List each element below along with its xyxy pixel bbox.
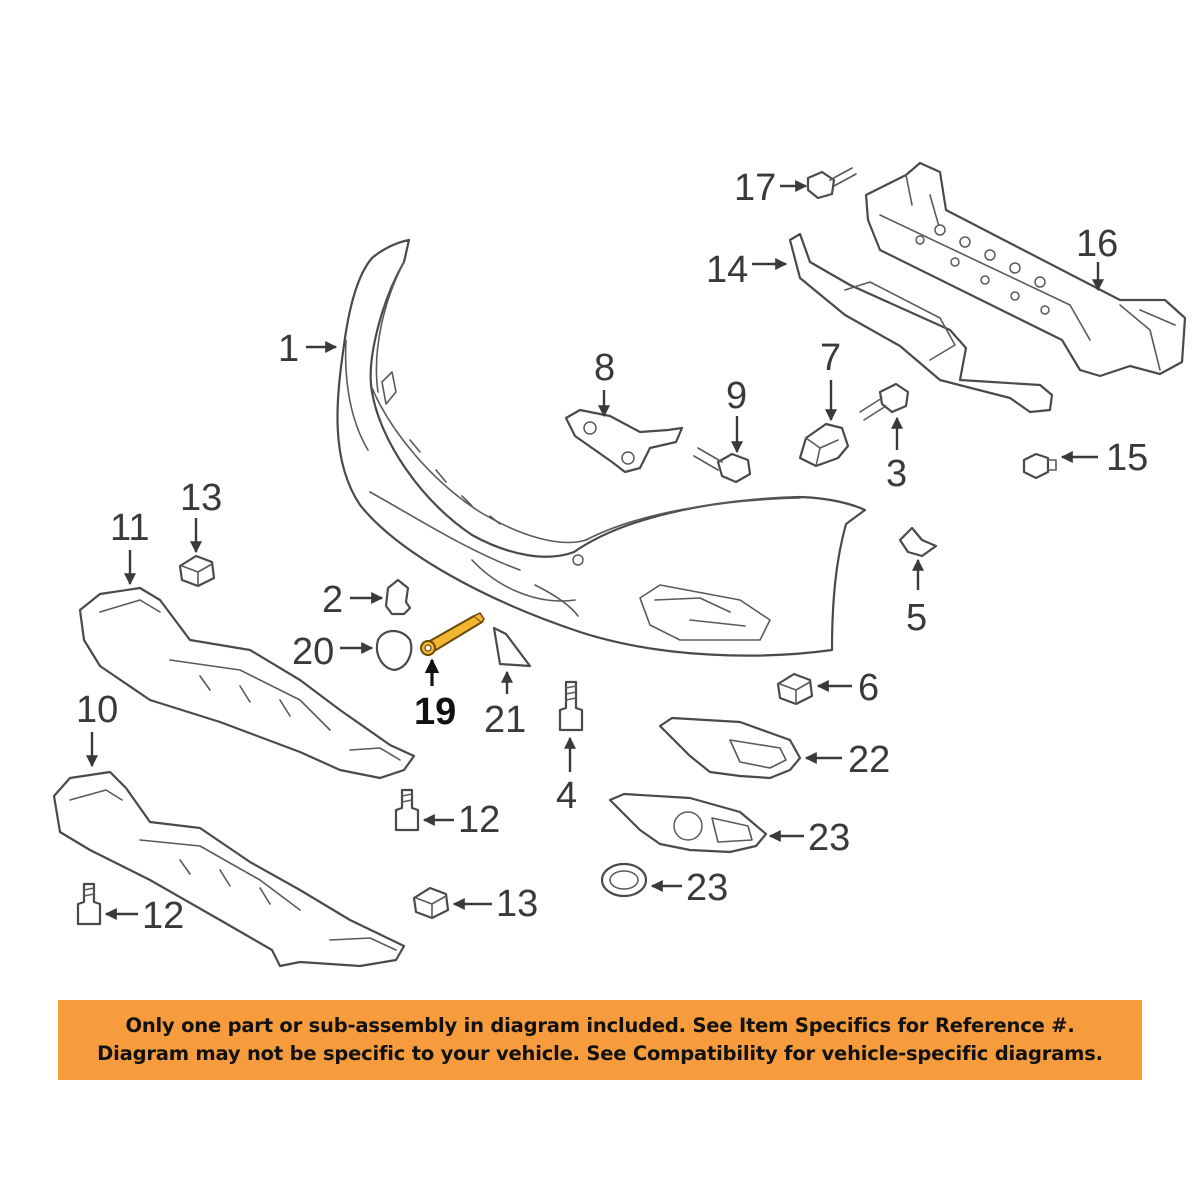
bolt-part-4 [560, 682, 582, 730]
clip-part-7 [800, 424, 848, 466]
callout-13-upper: 13 [180, 477, 223, 519]
bolt-part-17 [808, 168, 856, 198]
callout-2: 2 [322, 579, 344, 621]
callout-15: 15 [1106, 437, 1149, 479]
callout-8: 8 [594, 347, 616, 389]
callout-22: 23 [808, 817, 851, 859]
callout-11: 11 [110, 507, 150, 549]
callout-1: 1 [278, 328, 300, 370]
trim-part-20 [494, 628, 530, 666]
bolt-part-3 [860, 384, 908, 420]
clip-part-15 [1024, 454, 1056, 478]
callout-23: 23 [686, 867, 729, 909]
cap-part-19 [377, 631, 411, 670]
bolt-part-12-left [78, 884, 100, 924]
callout-13-lower: 13 [496, 883, 539, 925]
callout-17: 17 [734, 167, 777, 209]
ring-part-23 [602, 864, 646, 896]
callout-19: 20 [292, 631, 335, 673]
callout-14: 14 [706, 249, 749, 291]
disclaimer-banner [58, 1000, 1142, 1080]
callout-16: 16 [1076, 223, 1119, 265]
tow-hook-part-18-highlighted [421, 613, 484, 655]
fog-bezel-part-22 [610, 794, 766, 852]
callout-9: 9 [726, 375, 748, 417]
callout-12-right: 12 [458, 799, 501, 841]
callout-3: 3 [886, 453, 908, 495]
callout-18: 19 [414, 691, 457, 733]
callout-10: 10 [76, 689, 119, 731]
under-cover-part-10 [54, 772, 404, 966]
clip-part-5 [900, 528, 936, 556]
callout-12-left: 12 [142, 895, 185, 937]
callout-6: 6 [858, 667, 880, 709]
callout-4: 4 [556, 775, 578, 817]
callout-20: 21 [484, 699, 527, 741]
bracket-part-8 [566, 410, 682, 472]
bolt-part-9 [694, 448, 750, 482]
callout-21: 22 [848, 739, 891, 781]
nut-part-6 [778, 674, 812, 704]
nut-part-13-lower [414, 888, 448, 918]
fog-bezel-part-21 [660, 718, 800, 778]
callout-5: 5 [906, 597, 928, 639]
callout-7: 7 [820, 337, 842, 379]
disclaimer-line-2: Diagram may not be specific to your vehicle. See Compatibility for vehicle-specific diagrams. [97, 1042, 1103, 1065]
nut-part-13-upper [180, 556, 214, 586]
clip-part-2 [386, 580, 410, 614]
under-cover-part-11 [80, 588, 414, 778]
bolt-part-12-right [396, 790, 418, 830]
disclaimer-line-1: Only one part or sub-assembly in diagram included. See Item Specifics for Reference #. [125, 1014, 1075, 1037]
